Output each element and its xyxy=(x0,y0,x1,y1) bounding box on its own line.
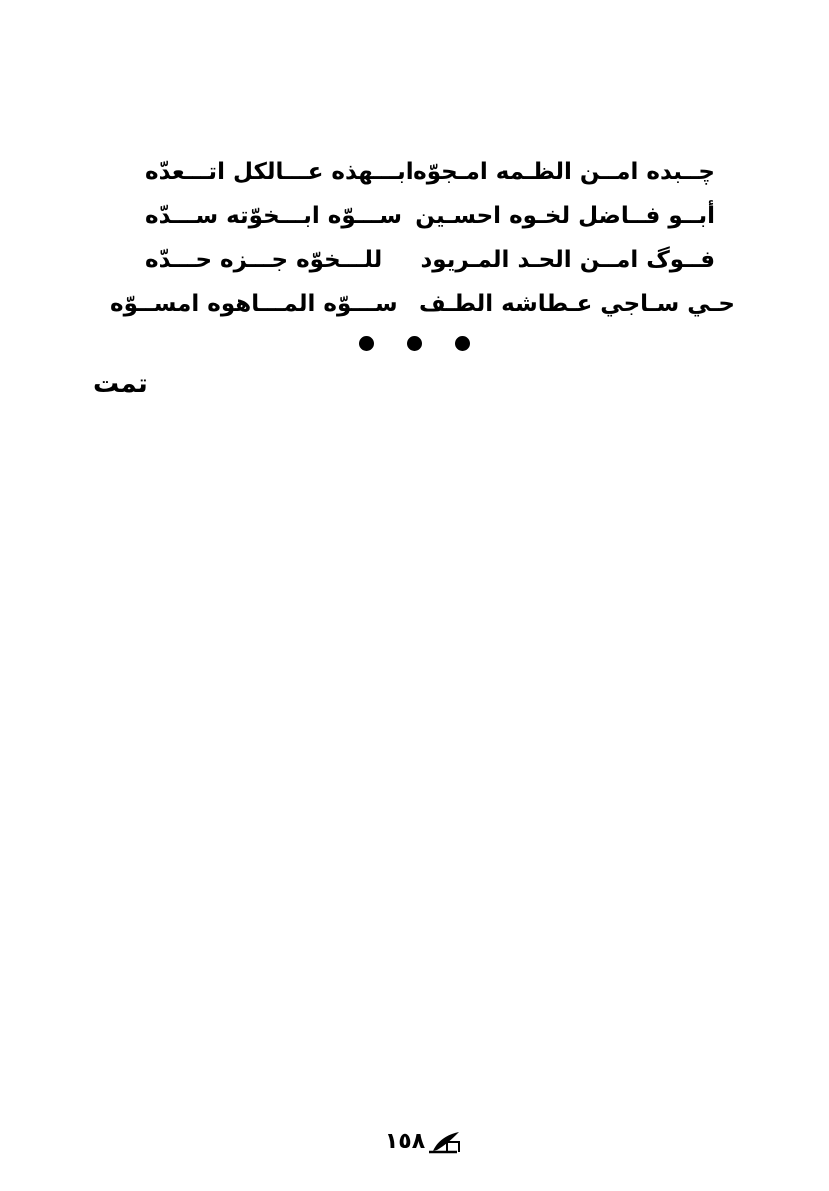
divider-dot xyxy=(455,336,470,351)
verse-3-first-hemistich: فــوگ امــن الحـد المـريود xyxy=(420,247,715,273)
verse-2-second-hemistich: ســـوّه ابـــخوّته ســـدّه xyxy=(145,203,402,229)
verse-4-second-hemistich: ســـوّه المـــاهوه امســوّه xyxy=(110,291,398,317)
verse-4 xyxy=(100,282,750,326)
verse-2-first-hemistich: أبــو فــاضل لخـوه احسـين xyxy=(415,203,715,229)
divider-dot xyxy=(407,336,422,351)
verse-1 xyxy=(100,150,750,194)
section-divider xyxy=(0,336,829,355)
poem xyxy=(100,150,750,326)
verse-4-first-hemistich: حـي سـاجي عـطاشه الطـف xyxy=(418,291,735,317)
divider-dot xyxy=(359,336,374,351)
verse-3 xyxy=(100,238,750,282)
verse-2 xyxy=(100,194,750,238)
page-number xyxy=(383,1128,463,1156)
ending-mark: تمت xyxy=(93,369,148,399)
verse-3-second-hemistich: للـــخوّه جـــزه حـــدّه xyxy=(145,247,383,273)
quill-icon xyxy=(427,1130,461,1154)
verse-1-second-hemistich: ابـــهذه عـــالكل اتـــعدّه xyxy=(145,159,414,185)
verse-1-first-hemistich: چــبده امــن الظـمه امـجوّه xyxy=(413,159,715,185)
page-number-text: ١٥٨ xyxy=(384,1129,426,1154)
